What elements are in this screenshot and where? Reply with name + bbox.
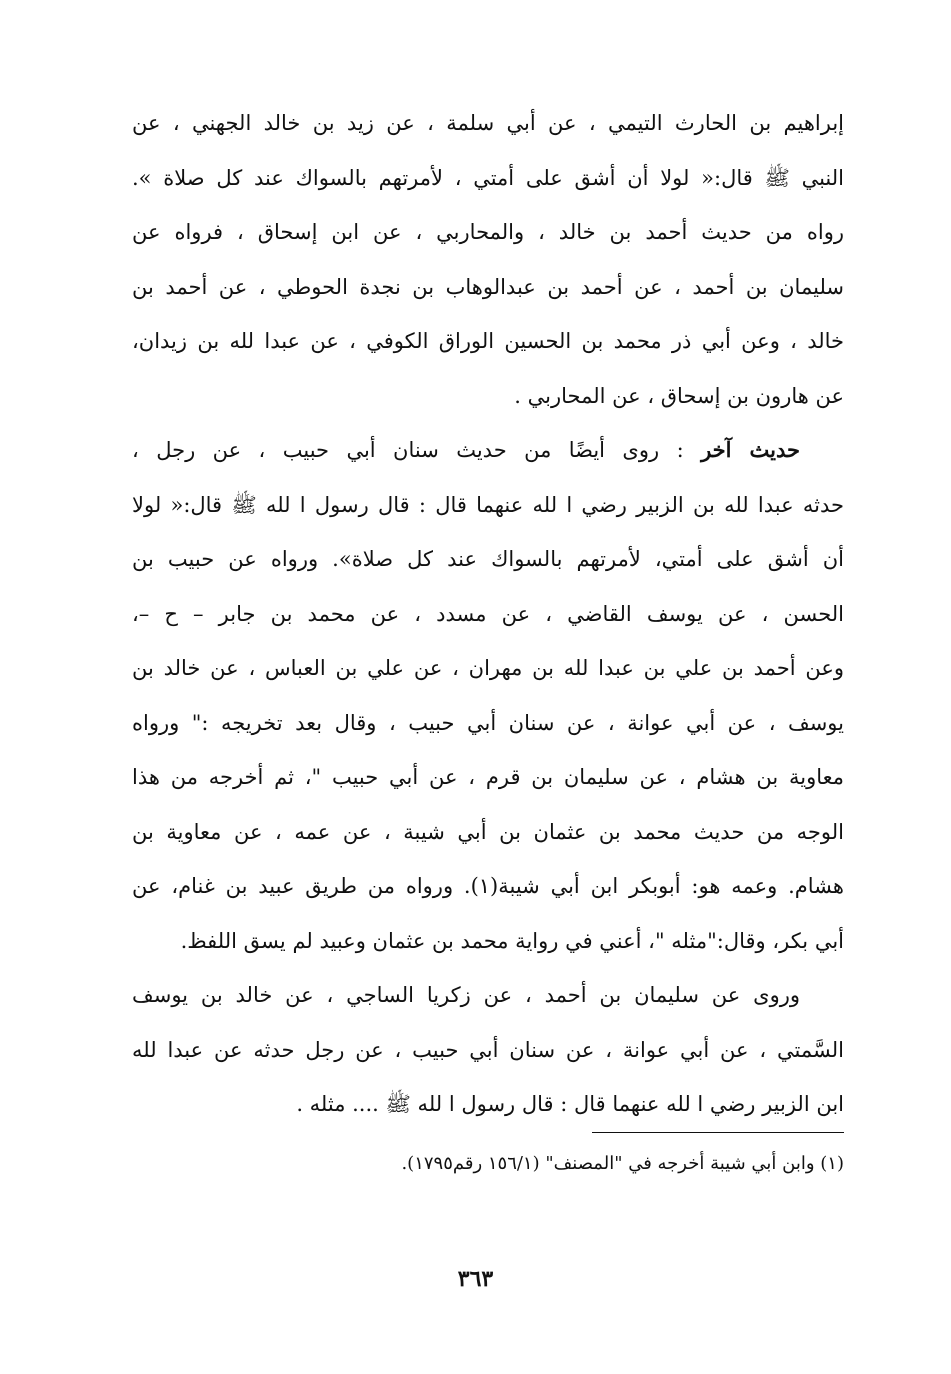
text-line: عن هارون بن إسحاق ، عن المحاربي . xyxy=(514,383,844,408)
main-text xyxy=(132,96,844,1132)
text-line: الوجه من حديث محمد بن عثمان بن أبي شيبة ، عن عمه ، عن معاوية بن xyxy=(132,819,844,844)
text-line: النبي ﷺ قال:« لولا أن أشق على أمتي ، لأمرتهم بالسواك عند كل صلاة ». xyxy=(132,165,844,190)
text-line: وروى عن سليمان بن أحمد ، عن زكريا الساجي ، عن خالد بن يوسف xyxy=(132,983,800,1007)
text-line: وعن أحمد بن علي بن عبدا لله بن مهران ، عن علي بن العباس ، عن خالد بن xyxy=(132,656,844,680)
text-line: سليمان بن أحمد ، عن أحمد بن عبدالوهاب بن نجدة الحوطي ، عن أحمد بن xyxy=(132,274,844,299)
text-run: : روى أيضًا من حديث سنان أبي حبيب ، عن رجل ، xyxy=(132,438,684,462)
text-line: هشام. وعمه هو: أبوبكر ابن أبي شيبة(١). ورواه من طريق عبيد بن غنام، عن xyxy=(132,874,844,898)
page-number: ٣٦٣ xyxy=(457,1266,494,1292)
hadith-paragraph-start xyxy=(132,423,844,478)
text-line: السَّمتي ، عن أبي عوانة ، عن سنان أبي حبيب ، عن رجل حدثه عن عبدا لله xyxy=(132,1037,844,1062)
text-line: يوسف ، عن أبي عوانة ، عن سنان أبي حبيب ، وقال بعد تخريجه :" ورواه xyxy=(132,710,844,735)
footnote: (١) وابن أبي شيبة أخرجه في "المصنف" (١٥٦/١ رقم١٧٩٥). xyxy=(401,1153,844,1174)
text-line: خالد ، وعن أبي ذر محمد بن الحسين الوراق الكوفي ، عن عبدا لله بن زيدان، xyxy=(132,329,844,353)
footnote-divider xyxy=(592,1132,844,1133)
text-line: الحسن ، عن يوسف القاضي ، عن مسدد ، عن محمد بن جابر – ح –، xyxy=(132,601,844,626)
hadith-heading: حديث آخر xyxy=(701,437,800,462)
text-line: حدثه عبدا لله بن الزبير رضي ا لله عنهما قال : قال رسول ا لله ﷺ قال:« لولا xyxy=(132,492,844,517)
text-line: أن أشق على أمتي، لأمرتهم بالسواك عند كل صلاة». ورواه عن حبيب بن xyxy=(132,547,844,571)
text-line: معاوية بن هشام ، عن سليمان بن قرم ، عن أبي حبيب "، ثم أخرجه من هذا xyxy=(132,765,844,789)
text-line: ابن الزبير رضي ا لله عنهما قال : قال رسول ا لله ﷺ .... مثله . xyxy=(296,1092,844,1116)
text-line: أبي بكر، وقال:"مثله "، أعني في رواية محمد بن عثمان وعبيد لم يسق اللفظ. xyxy=(180,928,844,953)
text-line: إبراهيم بن الحارث التيمي ، عن أبي سلمة ، عن زيد بن خالد الجهني ، عن xyxy=(132,111,844,135)
text-line: رواه من حديث أحمد بن خالد ، والمحاربي ، عن ابن إسحاق ، فرواه عن xyxy=(132,220,844,244)
